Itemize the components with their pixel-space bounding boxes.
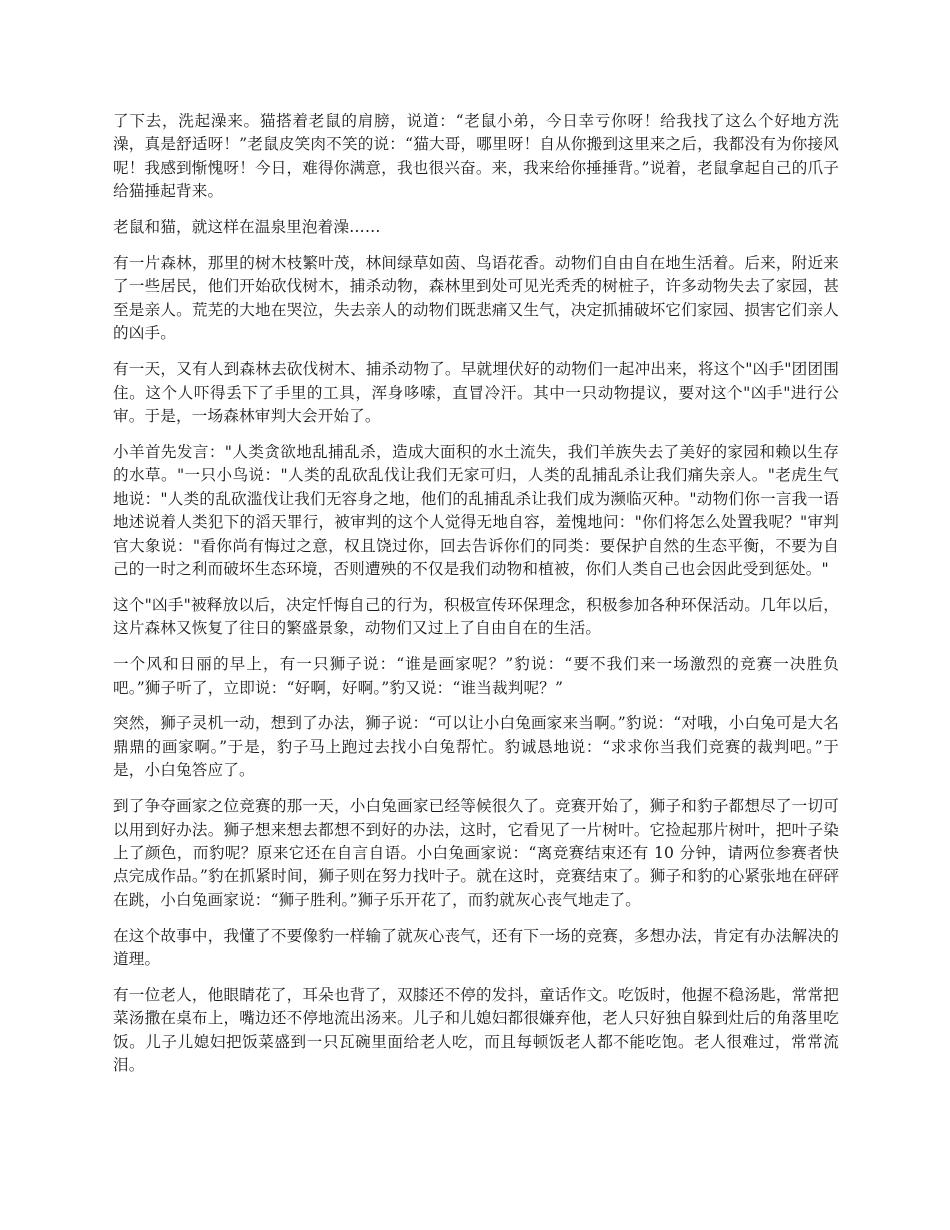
paragraph-9: 到了争夺画家之位竞赛的那一天，小白兔画家已经等候很久了。竞赛开始了，狮子和豹子都想尽了一切可以用到好办法。狮子想来想去都想不到好的办法，这时，它看见了一片树叶。它捡起那片树叶，把叶子染上了颜色，而豹呢？原来它还在自言自语。小白兔画家说：“离竞赛结束还有 10 分钟，请两位参赛者快点完成作品。”豹在抓紧时间，狮子则在努力找叶子。就在这时，竞赛结束了。狮子和豹的心紧张地在砰砰在跳，小白兔画家说：“狮子胜利。”狮子乐开花了，而豹就灰心丧气地走了。 <box>113 797 839 909</box>
paragraph-7: 一个风和日丽的早上，有一只狮子说：“谁是画家呢？”豹说：“要不我们来一场激烈的竞赛一决胜负吧。”狮子听了，立即说：“好啊，好啊。”豹又说：“谁当裁判呢？” <box>113 655 839 697</box>
paragraph-4: 有一天，又有人到森林去砍伐树木、捕杀动物了。早就埋伏好的动物们一起冲出来，将这个"凶手"团团围住。这个人吓得丢下了手里的工具，浑身哆嗦，直冒冷汗。其中一只动物提议，要对这个"凶手"进行公审。于是，一场森林审判大会开始了。 <box>113 360 839 425</box>
paragraph-8: 突然，狮子灵机一动，想到了办法，狮子说：“可以让小白兔画家来当啊。”豹说：“对哦，小白兔可是大名鼎鼎的画家啊。”于是，豹子马上跑过去找小白兔帮忙。豹诚恳地说：“求求你当我们竞赛的裁判吧。”于是，小白兔答应了。 <box>113 714 839 780</box>
paragraph-5: 小羊首先发言："人类贪欲地乱捕乱杀，造成大面积的水土流失，我们羊族失去了美好的家园和赖以生存的水草。"一只小鸟说："人类的乱砍乱伐让我们无家可归，人类的乱捕乱杀让我们痛失亲人。"老虎生气地说："人类的乱砍滥伐让我们无容身之地，他们的乱捕乱杀让我们成为濒临灭种。"动物们你一言我一语地述说着人类犯下的滔天罪行，被审判的这个人觉得无地自容，羞愧地问："你们将怎么处置我呢？"审判官大象说："看你尚有悔过之意，权且饶过你，回去告诉你们的同类：要保护自然的生态平衡，不要为自己的一时之利而破坏生态环境，否则遭殃的不仅是我们动物和植被，你们人类自己也会因此受到惩处。" <box>113 442 839 578</box>
paragraph-1: 了下去，洗起澡来。猫搭着老鼠的肩膀，说道：“老鼠小弟，今日幸亏你呀！给我找了这么个好地方洗澡，真是舒适呀！”老鼠皮笑肉不笑的说：“猫大哥，哪里呀！自从你搬到这里来之后，我都没有为你接风呢！我感到惭愧呀！今日，难得你满意，我也很兴奋。来，我来给你捶捶背。”说着，老鼠拿起自己的爪子给猫捶起背来。 <box>113 112 839 201</box>
paragraph-6: 这个"凶手"被释放以后，决定忏悔自己的行为，积极宣传环保理念，积极参加各种环保活动。几年以后，这片森林又恢复了往日的繁盛景象，动物们又过上了自由自在的生活。 <box>113 595 839 638</box>
paragraph-10: 在这个故事中，我懂了不要像豹一样输了就灰心丧气，还有下一场的竞赛，多想办法，肯定有办法解决的道理。 <box>113 926 839 969</box>
paragraph-3: 有一片森林，那里的树木枝繁叶茂，林间绿草如茵、鸟语花香。动物们自由自在地生活着。后来，附近来了一些居民，他们开始砍伐树木，捕杀动物，森林里到处可见光秃秃的树桩子，许多动物失去了家园，甚至是亲人。荒芜的大地在哭泣，失去亲人的动物们既悲痛又生气，决定抓捕破坏它们家园、损害它们亲人的凶手。 <box>113 254 839 343</box>
paragraph-2: 老鼠和猫，就这样在温泉里泡着澡…… <box>113 218 381 237</box>
document-page <box>113 110 839 1090</box>
paragraph-11: 有一位老人，他眼睛花了，耳朵也背了，双膝还不停的发抖，童话作文。吃饭时，他握不稳汤匙，常常把菜汤撒在桌布上，嘴边还不停地流出汤来。儿子和儿媳妇都很嫌弃他，老人只好独自躲到灶后的角落里吃饭。儿子儿媳妇把饭菜盛到一只瓦碗里面给老人吃，而且每顿饭老人都不能吃饱。老人很难过，常常流泪。 <box>113 986 839 1075</box>
